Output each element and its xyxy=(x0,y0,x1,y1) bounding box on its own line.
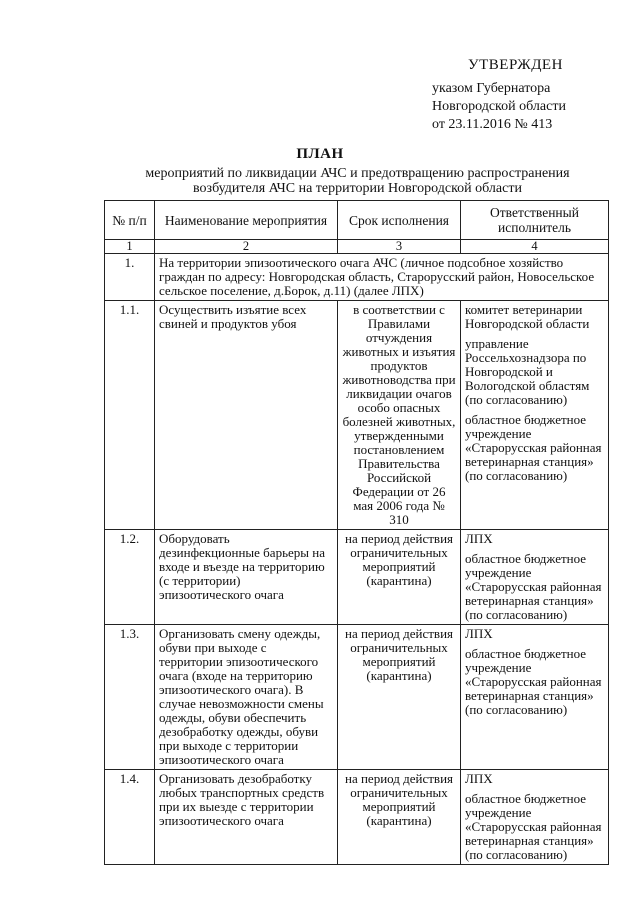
row-number: 1.4. xyxy=(105,770,155,865)
row-responsible xyxy=(461,625,609,770)
plan-table xyxy=(104,200,609,865)
table-header-row xyxy=(105,201,609,240)
responsible-entry: ЛПХ xyxy=(465,531,493,546)
approval-block xyxy=(432,56,566,134)
table-row xyxy=(105,530,609,625)
document-title: ПЛАН xyxy=(296,146,344,162)
subtitle-line: возбудителя АЧС на территории Новгородской области xyxy=(193,181,522,196)
header-number: № п/п xyxy=(105,201,155,240)
approval-line: указом Губернатора xyxy=(432,81,551,96)
document-subtitle xyxy=(120,166,595,196)
approval-heading: УТВЕРЖДЕН xyxy=(468,57,563,73)
responsible-entry: комитет ветеринарии Новгородской области xyxy=(465,302,590,331)
header-deadline: Срок исполнения xyxy=(338,201,461,240)
row-deadline: в соответствии с Правилами отчуждения животных и изъятия продуктов животноводства при ликвидации очагов особо опасных болезней животных, утвержденными постановлением Правительства Российской Федерации от 26 мая 2006 года № 310 xyxy=(338,301,461,530)
header-responsible: Ответственный исполнитель xyxy=(461,201,609,240)
header-action: Наименование мероприятия xyxy=(155,201,338,240)
row-deadline: на период действия ограничительных мероприятий (карантина) xyxy=(338,625,461,770)
column-number-row xyxy=(105,240,609,254)
row-number: 1.1. xyxy=(105,301,155,530)
responsible-entry: ЛПХ xyxy=(465,626,493,641)
row-number: 1.3. xyxy=(105,625,155,770)
column-number: 3 xyxy=(338,240,461,254)
column-number: 1 xyxy=(105,240,155,254)
section-number: 1. xyxy=(105,254,155,301)
approval-line: от 23.11.2016 № 413 xyxy=(432,117,553,132)
responsible-entry: областное бюджетное учреждение «Старорусская районная ветеринарная станция» (по согласованию) xyxy=(465,551,602,622)
responsible-entry: областное бюджетное учреждение «Старорусская районная ветеринарная станция» (по согласованию) xyxy=(465,791,602,862)
subtitle-line: мероприятий по ликвидации АЧС и предотвращению распространения xyxy=(145,166,570,181)
table-row xyxy=(105,301,609,530)
row-responsible xyxy=(461,770,609,865)
row-deadline: на период действия ограничительных мероприятий (карантина) xyxy=(338,770,461,865)
responsible-entry: ЛПХ xyxy=(465,771,493,786)
row-deadline: на период действия ограничительных мероприятий (карантина) xyxy=(338,530,461,625)
responsible-entry: областное бюджетное учреждение «Старорусская районная ветеринарная станция» (по согласованию) xyxy=(465,646,602,717)
row-action: Осуществить изъятие всех свиней и продуктов убоя xyxy=(155,301,338,530)
row-responsible xyxy=(461,301,609,530)
table-row xyxy=(105,770,609,865)
table-row xyxy=(105,625,609,770)
column-number: 2 xyxy=(155,240,338,254)
approval-line: Новгородской области xyxy=(432,99,566,114)
row-number: 1.2. xyxy=(105,530,155,625)
section-text: На территории эпизоотического очага АЧС (личное подсобное хозяйство граждан по адресу: Новгородская область, Старорусский район, Новосельское сельское поселение, д.Борок, д.11) (далее ЛПХ) xyxy=(155,254,609,301)
column-number: 4 xyxy=(461,240,609,254)
row-action: Организовать смену одежды, обуви при выходе с территории эпизоотического очага (входе на территорию эпизоотического очага). В случае невозможности смены одежды, обуви обеспечить дезобработку одежды, обуви при выходе с территории эпизоотического очага xyxy=(155,625,338,770)
row-action: Организовать дезобработку любых транспортных средств при их выезде с территории эпизоотического очага xyxy=(155,770,338,865)
row-responsible xyxy=(461,530,609,625)
row-action: Оборудовать дезинфекционные барьеры на входе и въезде на территорию (с территории) эпизоотического очага xyxy=(155,530,338,625)
responsible-entry: областное бюджетное учреждение «Старорусская районная ветеринарная станция» (по согласованию) xyxy=(465,412,602,483)
responsible-entry: управление Россельхознадзора по Новгородской и Вологодской областям (по согласованию) xyxy=(465,336,590,407)
section-row xyxy=(105,254,609,301)
